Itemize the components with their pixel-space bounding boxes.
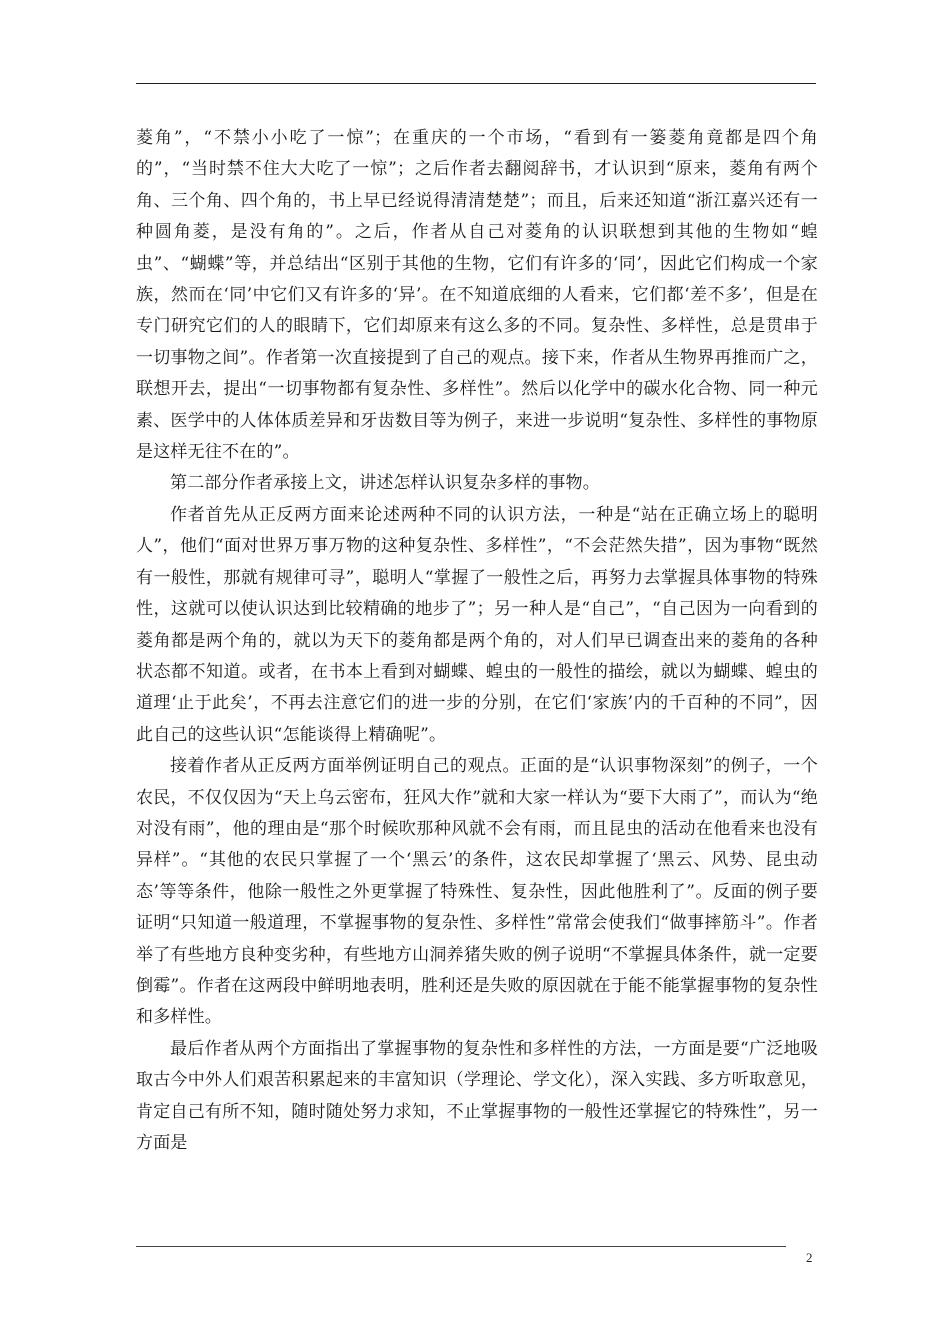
paragraph-4: 接着作者从正反两方面举例证明自己的观点。正面的是“认识事物深刻”的例子，一个农民，不仅仅因为“天上乌云密布，狂风大作”就和大家一样认为“要下大雨了”，而认为“绝对没有雨”，他的理由是“那个时候吹那种风就不会有雨，而且昆虫的活动在他看来也没有异样”。“其他的农民只掌握了一个‘黑云’的条件，这农民却掌握了‘黑云、风势、昆虫动态’等等条件，他除一般性之外更掌握了特殊性、复杂性，因此他胜利了”。反面的例子要证明“只知道一般道理，不掌握事物的复杂性、多样性”常常会使我们“做事摔筋斗”。作者举了有些地方良种变劣种，有些地方山洞养猪失败的例子说明“不掌握具体条件，就一定要倒霉”。作者在这两段中鲜明地表明，胜利还是失败的原因就在于能不能掌握事物的复杂性和多样性。	[136, 756, 818, 1028]
paragraph-2: 第二部分作者承接上文，讲述怎样认识复杂多样的事物。	[170, 473, 600, 494]
page-number: 2	[806, 1250, 813, 1265]
paragraph-1: 菱角”，“不禁小小吃了一惊”；在重庆的一个市场，“看到有一篓菱角竟都是四个角的”，“当时禁不住大大吃了一惊”；之后作者去翻阅辞书，才认识到“原来，菱角有两个角、三个角、四个角的，书上早已经说得清清楚楚”；而且，后来还知道“浙江嘉兴还有一种圆角菱，是没有角的”。之后，作者从自己对菱角的认识联想到其他的生物如“蝗虫”、“蝴蝶”等，并总结出“区别于其他的生物，它们有许多的‘同’，因此它们构成一个家族，然而在‘同’中它们又有许多的‘异’。在不知道底细的人看来，它们都‘差不多’，但是在专门研究它们的人的眼睛下，它们却原来有这么多的不同。复杂性、多样性，总是贯串于一切事物之间”。作者第一次直接提到了自己的观点。接下来，作者从生物界再推而广之，联想开去，提出“一切事物都有复杂性、多样性”。然后以化学中的碳水化合物、同一种元素、医学中的人体体质差异和牙齿数目等为例子，来进一步说明“复杂性、多样性的事物原是这样无往不在的”。	[136, 128, 818, 463]
header-rule	[136, 83, 816, 84]
paragraph-3: 作者首先从正反两方面来论述两种不同的认识方法，一种是“站在正确立场上的聪明人”，他们“面对世界万事万物的这种复杂性、多样性”，“不会茫然失措”，因为事物“既然有一般性，那就有规律可寻”，聪明人“掌握了一般性之后，再努力去掌握具体事物的特殊性，这就可以使认识达到比较精确的地步了”；另一种人是“自己”，“自己因为一向看到的菱角都是两个角的，就以为天下的菱角都是两个角的，对人们早已调查出来的菱角的各种状态都不知道。或者，在书本上看到对蝴蝶、蝗虫的一般性的描绘，就以为蝴蝶、蝗虫的道理‘止于此矣’，不再去注意它们的进一步的分别，在它们‘家族’内的千百种的不同”，因此自己的这些认识“怎能谈得上精确呢”。	[136, 504, 818, 745]
footer-rule	[136, 1246, 786, 1247]
document-body	[136, 123, 818, 1159]
paragraph-5: 最后作者从两个方面指出了掌握事物的复杂性和多样性的方法，一方面是要“广泛地吸取古今中外人们艰苦积累起来的丰富知识（学理论、学文化），深入实践、多方听取意见，肯定自己有所不知，随时随处努力求知，不止掌握事物的一般性还掌握它的特殊性”，另一方面是	[136, 1038, 818, 1153]
